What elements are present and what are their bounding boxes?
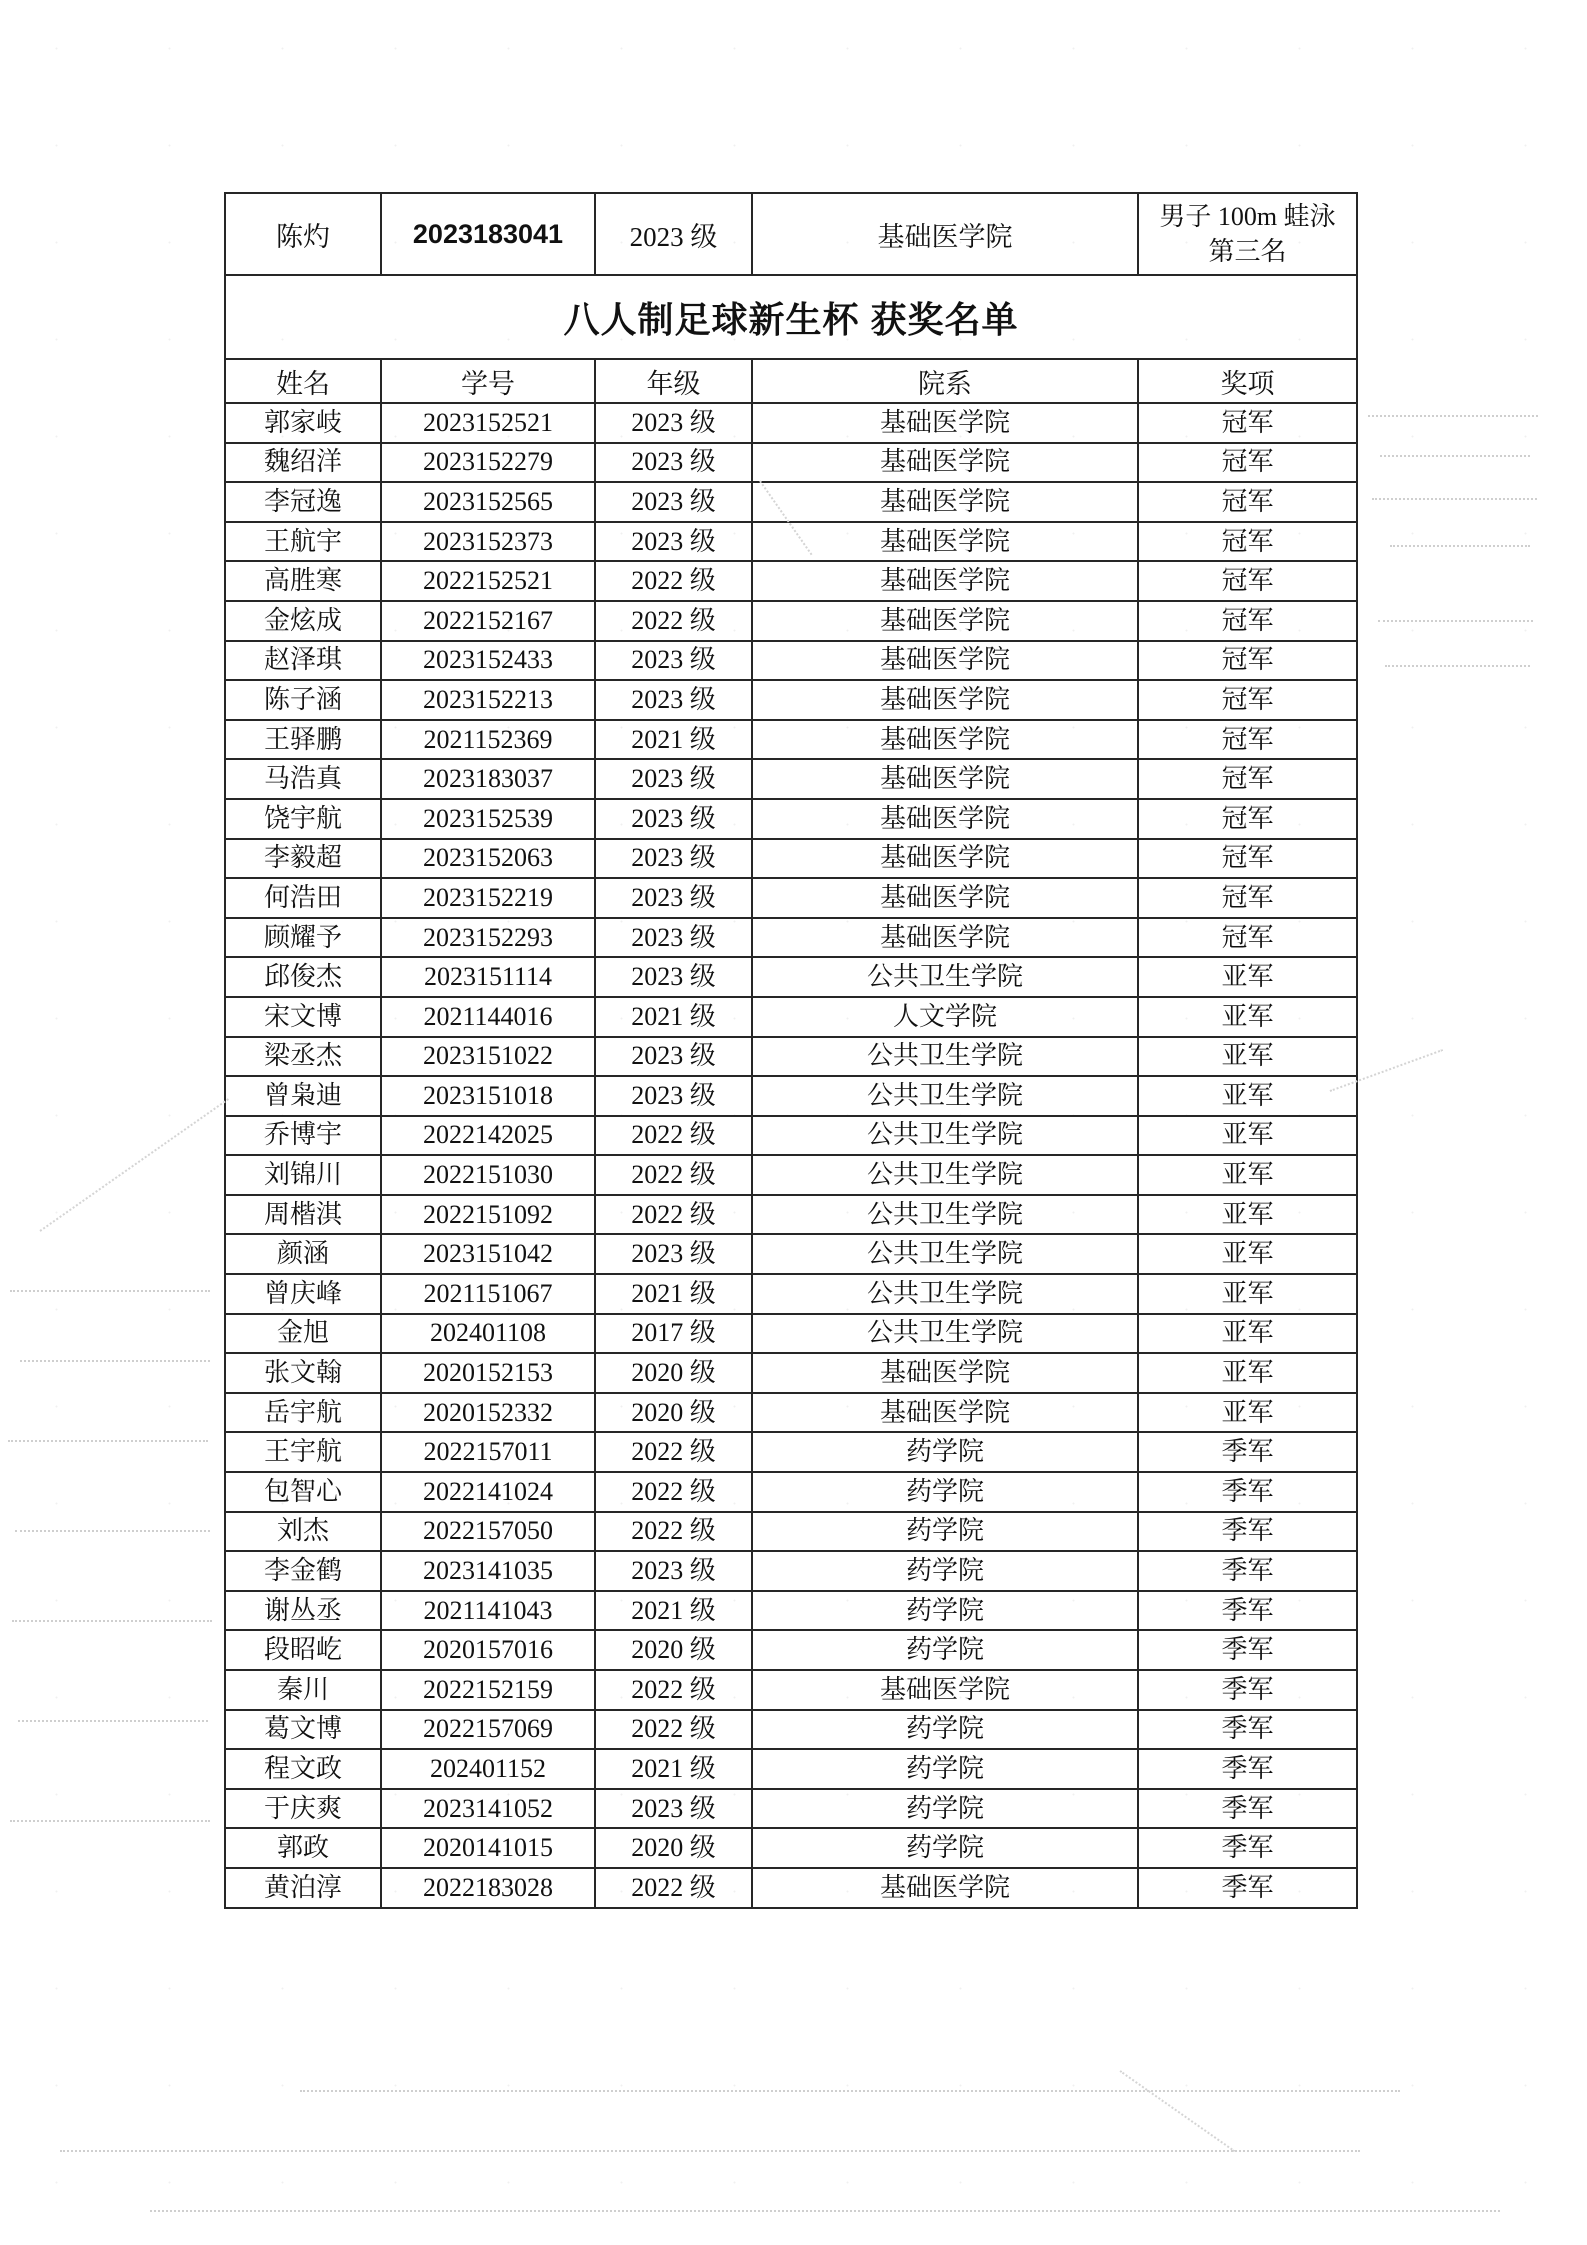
cell-department: 药学院 (752, 1710, 1138, 1750)
cell-student-id: 2023152293 (381, 918, 595, 958)
cell-name: 王航宇 (225, 522, 381, 562)
cell-name: 李冠逸 (225, 482, 381, 522)
cell-department: 公共卫生学院 (752, 1314, 1138, 1354)
cell-grade: 2023 级 (595, 1076, 752, 1116)
cell-award: 季军 (1138, 1828, 1357, 1868)
cell-department: 基础医学院 (752, 403, 1138, 443)
cell-student-id: 2023152219 (381, 878, 595, 918)
cell-department: 基础医学院 (752, 443, 1138, 483)
cell-student-id: 2022157050 (381, 1512, 595, 1552)
column-header: 年级 (595, 359, 752, 403)
cell-name: 谢丛丞 (225, 1591, 381, 1631)
cell-department: 人文学院 (752, 997, 1138, 1037)
cell-name: 马浩真 (225, 759, 381, 799)
cell-student-id: 202401152 (381, 1749, 595, 1789)
table-row (225, 1828, 1357, 1868)
table-row (225, 641, 1357, 681)
cell-name: 李金鹤 (225, 1551, 381, 1591)
table-header-row (225, 359, 1357, 403)
cell-grade: 2021 级 (595, 720, 752, 760)
cell-award: 季军 (1138, 1670, 1357, 1710)
table-row (225, 1868, 1357, 1908)
cell-student-id: 2021144016 (381, 997, 595, 1037)
cell-department: 基础医学院 (752, 720, 1138, 760)
cell-award: 亚军 (1138, 1155, 1357, 1195)
cell-name: 周楷淇 (225, 1195, 381, 1235)
cell-award: 季军 (1138, 1868, 1357, 1908)
cell-department: 基础医学院 (752, 1670, 1138, 1710)
cell-student-id: 2021141043 (381, 1591, 595, 1631)
awards-table (224, 192, 1358, 1909)
table-row (225, 1116, 1357, 1156)
cell-award: 季军 (1138, 1749, 1357, 1789)
cell-grade: 2017 级 (595, 1314, 752, 1354)
cell-name: 高胜寒 (225, 561, 381, 601)
cell-student-id: 2020141015 (381, 1828, 595, 1868)
cell-award: 亚军 (1138, 997, 1357, 1037)
cell-department: 基础医学院 (752, 839, 1138, 879)
cell-grade: 2023 级 (595, 1037, 752, 1077)
cell-department: 基础医学院 (752, 799, 1138, 839)
scan-artifact (1385, 665, 1530, 667)
table-row (225, 1155, 1357, 1195)
cell-grade: 2023 级 (595, 878, 752, 918)
cell-award: 亚军 (1138, 1353, 1357, 1393)
cell-grade: 2022 级 (595, 1472, 752, 1512)
cell-grade: 2021 级 (595, 997, 752, 1037)
cell-grade: 2022 级 (595, 1868, 752, 1908)
cell-name: 顾耀予 (225, 918, 381, 958)
table-row (225, 1037, 1357, 1077)
cell-name: 包智心 (225, 1472, 381, 1512)
cell-student-id: 2023141035 (381, 1551, 595, 1591)
cell-grade: 2023 级 (595, 482, 752, 522)
cell-student-id: 2021152369 (381, 720, 595, 760)
cell-student-id: 2022152167 (381, 601, 595, 641)
cell-name: 陈子涵 (225, 680, 381, 720)
cell-student-id: 2023151018 (381, 1076, 595, 1116)
table-row (225, 759, 1357, 799)
table-row (225, 1749, 1357, 1789)
cell-student-id: 2023152373 (381, 522, 595, 562)
table-row (225, 1353, 1357, 1393)
column-header: 学号 (381, 359, 595, 403)
cell-department: 基础医学院 (752, 482, 1138, 522)
cell-name: 王宇航 (225, 1432, 381, 1472)
cell-award: 冠军 (1138, 839, 1357, 879)
cell-department: 基础医学院 (752, 878, 1138, 918)
cell-grade: 2021 级 (595, 1274, 752, 1314)
table-row (225, 482, 1357, 522)
table-title: 八人制足球新生杯 获奖名单 (225, 275, 1357, 359)
cell-grade: 2020 级 (595, 1630, 752, 1670)
scan-artifact (300, 2090, 1400, 2092)
cell-award: 冠军 (1138, 759, 1357, 799)
scan-artifact (15, 1530, 210, 1532)
scan-artifact (1372, 498, 1537, 500)
cell-student-id: 2021151067 (381, 1274, 595, 1314)
cell-grade: 2023 级 (595, 443, 752, 483)
scan-artifact (10, 1290, 210, 1292)
cell-award: 亚军 (1138, 1037, 1357, 1077)
cell-name: 刘杰 (225, 1512, 381, 1552)
cell-department: 基础医学院 (752, 680, 1138, 720)
cell-grade: 2022 级 (595, 1670, 752, 1710)
cell-name: 黄泊淳 (225, 1868, 381, 1908)
table-row (225, 403, 1357, 443)
cell-name: 魏绍洋 (225, 443, 381, 483)
table-row (225, 1432, 1357, 1472)
cell-department: 药学院 (752, 1512, 1138, 1552)
cell-award: 季军 (1138, 1512, 1357, 1552)
cell-name: 宋文博 (225, 997, 381, 1037)
previous-table-last-row (225, 193, 1357, 275)
cell-department: 基础医学院 (752, 522, 1138, 562)
table-row (225, 1393, 1357, 1433)
cell-department: 基础医学院 (752, 1868, 1138, 1908)
cell-name: 颜涵 (225, 1234, 381, 1274)
table-row (225, 1630, 1357, 1670)
cell-grade: 2023 级 (595, 839, 752, 879)
scan-artifact (1390, 545, 1530, 547)
cell-award: 亚军 (1138, 1274, 1357, 1314)
cell-award: 季军 (1138, 1551, 1357, 1591)
cell-name: 段昭屹 (225, 1630, 381, 1670)
cell-student-id: 2022142025 (381, 1116, 595, 1156)
cell-grade: 2022 级 (595, 1116, 752, 1156)
cell-department: 基础医学院 (752, 759, 1138, 799)
scan-artifact (1380, 455, 1530, 457)
cell-department: 基础医学院 (752, 641, 1138, 681)
cell-award: 冠军 (1138, 403, 1357, 443)
table-row (225, 561, 1357, 601)
column-header: 姓名 (225, 359, 381, 403)
cell-award: 亚军 (1138, 1234, 1357, 1274)
cell-student-id: 2023151114 (381, 957, 595, 997)
table-row (225, 1314, 1357, 1354)
cell-student-id: 2022152159 (381, 1670, 595, 1710)
table-row (225, 957, 1357, 997)
cell-student-id: 2022157069 (381, 1710, 595, 1750)
table-row (225, 1274, 1357, 1314)
cell-grade: 2023 级 (595, 1789, 752, 1829)
cell-award: 冠军 (1138, 680, 1357, 720)
cell-department: 公共卫生学院 (752, 1155, 1138, 1195)
cell-grade: 2023 级 (595, 403, 752, 443)
cell-award: 冠军 (1138, 443, 1357, 483)
cell-grade: 2023 级 (595, 1551, 752, 1591)
cell-student-id: 2020152153 (381, 1353, 595, 1393)
cell-grade: 2022 级 (595, 1710, 752, 1750)
cell-name: 刘锦川 (225, 1155, 381, 1195)
cell-grade: 2022 级 (595, 1512, 752, 1552)
cell-award: 亚军 (1138, 1195, 1357, 1235)
table-row (225, 1472, 1357, 1512)
cell-student-id: 2023141052 (381, 1789, 595, 1829)
cell-name: 于庆爽 (225, 1789, 381, 1829)
cell-student-id: 202401108 (381, 1314, 595, 1354)
cell-department: 药学院 (752, 1591, 1138, 1631)
table-row (225, 997, 1357, 1037)
cell-award: 冠军 (1138, 878, 1357, 918)
cell-student-id: 2022183028 (381, 1868, 595, 1908)
cell-name: 曾庆峰 (225, 1274, 381, 1314)
cell-name: 金旭 (225, 1314, 381, 1354)
cell-student-id: 2022152521 (381, 561, 595, 601)
cell-grade: 2023 级 (595, 522, 752, 562)
cell-department: 药学院 (752, 1630, 1138, 1670)
cell-grade: 2022 级 (595, 1432, 752, 1472)
table-row (225, 1551, 1357, 1591)
cell-award: 男子 100m 蛙泳 第三名 (1138, 193, 1357, 275)
table-row (225, 1512, 1357, 1552)
scan-artifact (18, 1720, 208, 1722)
cell-name: 秦川 (225, 1670, 381, 1710)
table-row (225, 1234, 1357, 1274)
cell-department: 基础医学院 (752, 1393, 1138, 1433)
cell-award: 亚军 (1138, 1314, 1357, 1354)
cell-award: 冠军 (1138, 522, 1357, 562)
cell-department: 基础医学院 (752, 601, 1138, 641)
cell-student-id: 2023152063 (381, 839, 595, 879)
scan-artifact (20, 1360, 210, 1362)
cell-student-id: 2020152332 (381, 1393, 595, 1433)
table-row (225, 1591, 1357, 1631)
cell-name: 赵泽琪 (225, 641, 381, 681)
table-row (225, 601, 1357, 641)
table-row (225, 522, 1357, 562)
cell-name: 金炫成 (225, 601, 381, 641)
cell-grade: 2022 级 (595, 1195, 752, 1235)
cell-department: 公共卫生学院 (752, 1116, 1138, 1156)
cell-grade: 2023 级 (595, 799, 752, 839)
table-row (225, 799, 1357, 839)
cell-student-id: 2022157011 (381, 1432, 595, 1472)
cell-student-id: 2023183041 (381, 193, 595, 275)
cell-award: 季军 (1138, 1789, 1357, 1829)
scan-artifact (1119, 2070, 1235, 2152)
cell-award: 亚军 (1138, 1116, 1357, 1156)
cell-name: 郭家岐 (225, 403, 381, 443)
scan-artifact (8, 1440, 208, 1442)
cell-grade: 2021 级 (595, 1591, 752, 1631)
cell-department: 药学院 (752, 1472, 1138, 1512)
cell-student-id: 2023152521 (381, 403, 595, 443)
cell-award: 冠军 (1138, 918, 1357, 958)
column-header: 院系 (752, 359, 1138, 403)
cell-name: 王驿鹏 (225, 720, 381, 760)
cell-department: 药学院 (752, 1551, 1138, 1591)
cell-department: 基础医学院 (752, 193, 1138, 275)
cell-name: 梁丞杰 (225, 1037, 381, 1077)
cell-award: 冠军 (1138, 561, 1357, 601)
cell-award: 季军 (1138, 1710, 1357, 1750)
cell-student-id: 2022141024 (381, 1472, 595, 1512)
cell-student-id: 2023152213 (381, 680, 595, 720)
scan-artifact (150, 2210, 1500, 2212)
cell-student-id: 2023152279 (381, 443, 595, 483)
table-row (225, 839, 1357, 879)
cell-grade: 2022 级 (595, 601, 752, 641)
cell-department: 药学院 (752, 1749, 1138, 1789)
cell-grade: 2023 级 (595, 641, 752, 681)
cell-award: 季军 (1138, 1630, 1357, 1670)
table-row (225, 878, 1357, 918)
cell-student-id: 2023151042 (381, 1234, 595, 1274)
cell-department: 药学院 (752, 1432, 1138, 1472)
cell-department: 公共卫生学院 (752, 1037, 1138, 1077)
cell-grade: 2020 级 (595, 1828, 752, 1868)
table-row (225, 1076, 1357, 1116)
column-header: 奖项 (1138, 359, 1357, 403)
cell-award: 冠军 (1138, 601, 1357, 641)
cell-grade: 2023 级 (595, 193, 752, 275)
cell-award: 冠军 (1138, 720, 1357, 760)
cell-grade: 2023 级 (595, 957, 752, 997)
scan-artifact (1378, 620, 1533, 622)
cell-grade: 2022 级 (595, 1155, 752, 1195)
cell-grade: 2023 级 (595, 918, 752, 958)
cell-award: 亚军 (1138, 1393, 1357, 1433)
cell-student-id: 2023151022 (381, 1037, 595, 1077)
cell-grade: 2022 级 (595, 561, 752, 601)
cell-award: 冠军 (1138, 799, 1357, 839)
scan-artifact (12, 1620, 212, 1622)
cell-name: 乔博宇 (225, 1116, 381, 1156)
cell-department: 公共卫生学院 (752, 1076, 1138, 1116)
cell-grade: 2020 级 (595, 1353, 752, 1393)
table-row (225, 443, 1357, 483)
table-row (225, 1195, 1357, 1235)
cell-department: 公共卫生学院 (752, 1234, 1138, 1274)
cell-student-id: 2022151030 (381, 1155, 595, 1195)
cell-department: 药学院 (752, 1789, 1138, 1829)
cell-name: 饶宇航 (225, 799, 381, 839)
cell-student-id: 2023152433 (381, 641, 595, 681)
cell-award: 亚军 (1138, 957, 1357, 997)
cell-name: 陈灼 (225, 193, 381, 275)
cell-department: 公共卫生学院 (752, 1195, 1138, 1235)
cell-department: 基础医学院 (752, 561, 1138, 601)
table-row (225, 918, 1357, 958)
cell-award: 季军 (1138, 1591, 1357, 1631)
cell-grade: 2023 级 (595, 680, 752, 720)
scan-artifact (39, 1098, 229, 1232)
table-row (225, 680, 1357, 720)
cell-award: 冠军 (1138, 641, 1357, 681)
cell-student-id: 2023152565 (381, 482, 595, 522)
cell-name: 郭政 (225, 1828, 381, 1868)
cell-student-id: 2023183037 (381, 759, 595, 799)
cell-grade: 2023 级 (595, 759, 752, 799)
cell-name: 何浩田 (225, 878, 381, 918)
cell-award: 季军 (1138, 1432, 1357, 1472)
table-row (225, 1789, 1357, 1829)
cell-name: 葛文博 (225, 1710, 381, 1750)
cell-grade: 2023 级 (595, 1234, 752, 1274)
cell-student-id: 2022151092 (381, 1195, 595, 1235)
scan-artifact (1368, 415, 1538, 417)
cell-department: 公共卫生学院 (752, 957, 1138, 997)
cell-name: 程文政 (225, 1749, 381, 1789)
cell-name: 曾枭迪 (225, 1076, 381, 1116)
cell-name: 李毅超 (225, 839, 381, 879)
cell-department: 基础医学院 (752, 1353, 1138, 1393)
cell-award: 季军 (1138, 1472, 1357, 1512)
scan-artifact (10, 1820, 210, 1822)
cell-department: 公共卫生学院 (752, 1274, 1138, 1314)
cell-department: 基础医学院 (752, 918, 1138, 958)
cell-grade: 2020 级 (595, 1393, 752, 1433)
cell-student-id: 2023152539 (381, 799, 595, 839)
cell-student-id: 2020157016 (381, 1630, 595, 1670)
cell-award: 亚军 (1138, 1076, 1357, 1116)
scan-artifact (60, 2150, 1360, 2152)
cell-department: 药学院 (752, 1828, 1138, 1868)
table-row (225, 1670, 1357, 1710)
cell-award: 冠军 (1138, 482, 1357, 522)
cell-name: 张文翰 (225, 1353, 381, 1393)
table-row (225, 1710, 1357, 1750)
table-row (225, 720, 1357, 760)
table-title-row (225, 275, 1357, 359)
cell-name: 岳宇航 (225, 1393, 381, 1433)
cell-name: 邱俊杰 (225, 957, 381, 997)
cell-grade: 2021 级 (595, 1749, 752, 1789)
